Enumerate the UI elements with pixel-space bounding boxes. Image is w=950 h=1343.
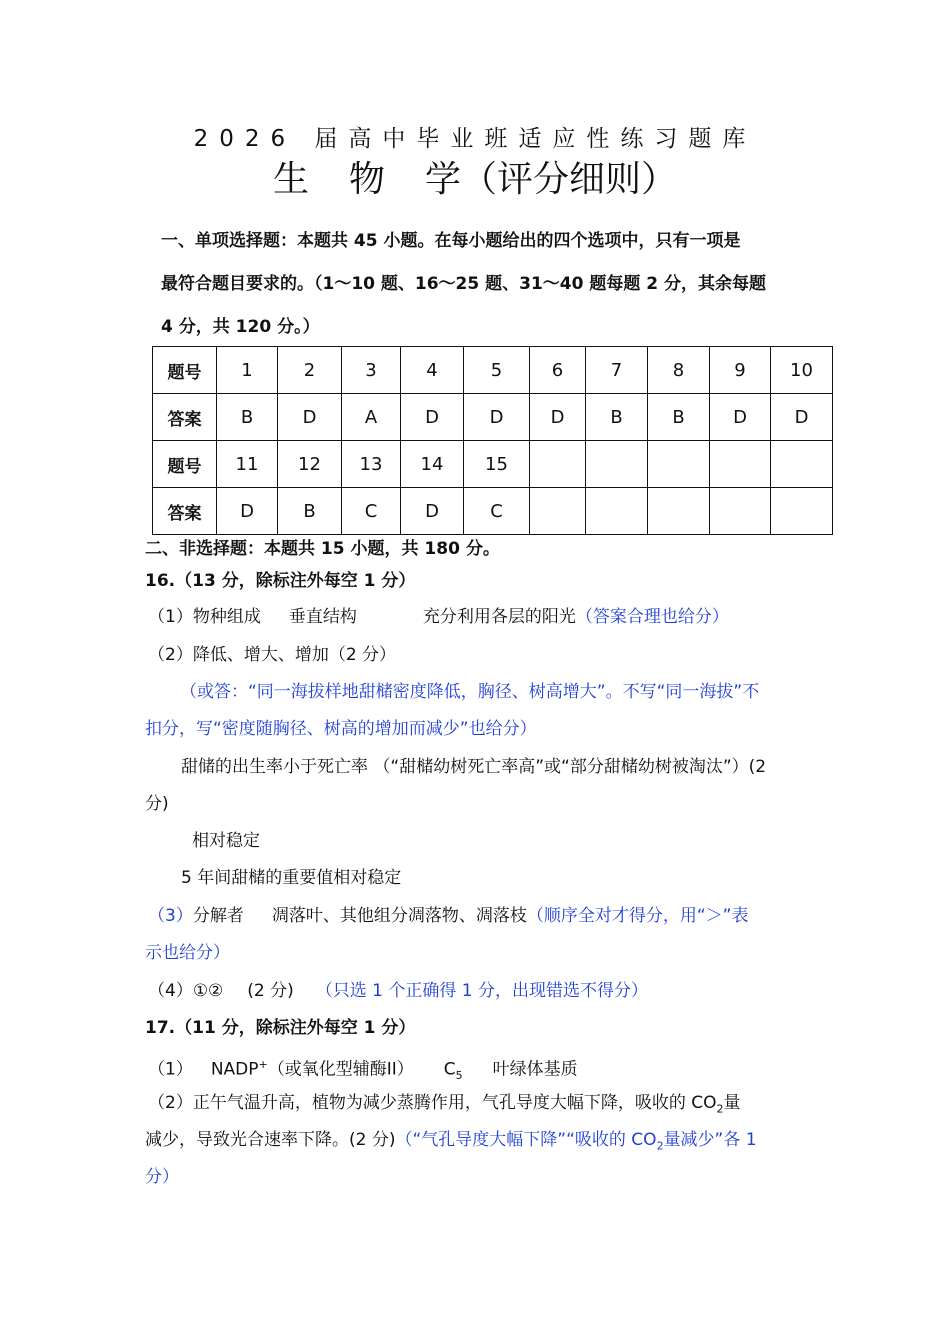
q17-part2-line2: [145, 1128, 757, 1158]
q16-part2-note-line1: （或答：“同一海拔样地甜槠密度降低，胸径、树高增大”。不写“同一海拔”不: [180, 682, 760, 702]
question-number-cell: 13: [342, 441, 401, 488]
q16-part3: [148, 904, 748, 928]
q16-part4-score: (2 分): [247, 981, 294, 1001]
q16-part3-answer-a: 分解者: [192, 906, 244, 926]
question-number-cell: [710, 441, 771, 488]
answer-cell: D: [401, 488, 464, 535]
answer-table: [152, 346, 833, 535]
question-number-cell: [586, 441, 648, 488]
q17-part1-c5: C: [443, 1059, 456, 1080]
q17-part2-note-sub: 2: [656, 1139, 664, 1153]
table-row-question-numbers: [153, 347, 833, 394]
row-header-answer: 答案: [153, 394, 217, 441]
question-number-cell: 3: [342, 347, 401, 394]
section1-instruction-line2: 最符合题目要求的。（1～10 题、16～25 题、31～40 题每题 2 分，其余每题: [161, 274, 767, 294]
question-number-cell: 4: [401, 347, 464, 394]
q17-part1-answer-d: 叶绿体基质: [492, 1059, 578, 1080]
q16-part1: [148, 605, 729, 629]
q17-part2-line2-text: 减少，导致光合速率下降。(2 分): [145, 1130, 396, 1150]
answer-cell: B: [217, 394, 278, 441]
q17-part2-line3: 分）: [145, 1167, 179, 1187]
answer-cell: D: [217, 488, 278, 535]
answer-cell: A: [342, 394, 401, 441]
subject-title: [0, 158, 950, 202]
question-number-cell: 1: [217, 347, 278, 394]
q17-part1: [148, 1053, 578, 1088]
answer-cell: D: [464, 394, 530, 441]
question-number-cell: 6: [530, 347, 586, 394]
section2-heading: 二、非选择题：本题共 15 小题，共 180 分。: [145, 539, 500, 559]
q16-title: 16.（13 分，除标注外每空 1 分）: [145, 571, 416, 591]
q17-part1-c5-sub: 5: [455, 1069, 463, 1083]
q17-part1-nadp-note: （或氧化型辅酶II）: [267, 1059, 414, 1080]
q16-part3-label: （3）: [148, 906, 193, 926]
subject-char-1: 生: [272, 159, 309, 200]
q16-part2-note-line2: 扣分，写“密度随胸径、树高的增加而减少”也给分）: [145, 719, 537, 739]
subject-char-2: 物: [348, 159, 385, 200]
question-number-cell: 5: [464, 347, 530, 394]
q17-part2-line1: [148, 1091, 740, 1121]
answer-cell: D: [278, 394, 342, 441]
question-number-cell: [648, 441, 710, 488]
answer-cell: [771, 488, 833, 535]
answer-cell: C: [464, 488, 530, 535]
question-number-cell: 12: [278, 441, 342, 488]
q16-part4-note: （只选 1 个正确得 1 分，出现错选不得分）: [315, 981, 649, 1001]
answer-cell: [648, 488, 710, 535]
row-header-question: 题号: [153, 347, 217, 394]
q17-part1-nadp-sup: +: [258, 1058, 268, 1071]
question-number-cell: 11: [217, 441, 278, 488]
question-number-cell: 10: [771, 347, 833, 394]
q17-part2-note-b: 量减少”各 1: [663, 1130, 757, 1150]
q16-part1-answer-b: 垂直结构: [288, 607, 357, 627]
q16-part3-note-line1: （顺序全对才得分，用“＞”表: [526, 906, 749, 926]
q16-part4-answer: （4）①②: [148, 981, 224, 1001]
table-row-answers: [153, 394, 833, 441]
q16-part3-note-line2: 示也给分）: [145, 943, 230, 963]
q16-part3-answer-b: 凋落叶、其他组分凋落物、凋落枝: [271, 906, 527, 926]
q17-part2-line1-end: 量: [723, 1093, 741, 1113]
question-number-cell: 2: [278, 347, 342, 394]
q16-part2-answer: （2）降低、增大、增加（2 分）: [148, 645, 397, 665]
q17-part1-label: （1）: [148, 1059, 193, 1080]
answer-cell: [530, 488, 586, 535]
answer-cell: B: [586, 394, 648, 441]
subject-suffix: （评分细则）: [461, 159, 678, 200]
answer-cell: D: [401, 394, 464, 441]
q16-part2-answer-b-line1: 甜储的出生率小于死亡率 （“甜槠幼树死亡率高”或“部分甜槠幼树被淘汰”）(2: [181, 757, 767, 777]
q16-part2-answer-b-line2: 分): [145, 794, 169, 814]
answer-cell: B: [278, 488, 342, 535]
question-number-cell: 15: [464, 441, 530, 488]
table-row-question-numbers: [153, 441, 833, 488]
answer-cell: [710, 488, 771, 535]
q16-part1-answer-c: 充分利用各层的阳光: [422, 607, 576, 627]
q17-part2-note-a: （“气孔导度大幅下降”“吸收的 CO: [395, 1130, 657, 1150]
answer-cell: D: [530, 394, 586, 441]
q16-part1-note: （答案合理也给分）: [575, 607, 729, 627]
q16-part4: [148, 979, 648, 1003]
answer-cell: D: [771, 394, 833, 441]
answer-cell: [586, 488, 648, 535]
question-number-cell: [771, 441, 833, 488]
q16-part1-answer-a: （1）物种组成: [148, 607, 261, 627]
q17-part2-co2-sub: 2: [716, 1102, 724, 1116]
answer-cell: C: [342, 488, 401, 535]
row-header-answer: 答案: [153, 488, 217, 535]
answer-cell: B: [648, 394, 710, 441]
answer-cell: D: [710, 394, 771, 441]
q17-part1-nadp: NADP: [210, 1059, 259, 1080]
exam-series-title: 2026 届高中毕业班适应性练习题库: [193, 126, 757, 152]
question-number-cell: [530, 441, 586, 488]
section1-instruction-line3: 4 分，共 120 分。）: [161, 317, 320, 337]
section1-instruction-line1: 一、单项选择题：本题共 45 小题。在每小题给出的四个选项中，只有一项是: [161, 231, 741, 251]
q16-part2-answer-c: 相对稳定: [192, 831, 260, 851]
question-number-cell: 9: [710, 347, 771, 394]
q17-title: 17.（11 分，除标注外每空 1 分）: [145, 1018, 416, 1038]
question-number-cell: 8: [648, 347, 710, 394]
question-number-cell: 7: [586, 347, 648, 394]
q16-part2-answer-d: 5 年间甜槠的重要值相对稳定: [181, 868, 402, 888]
row-header-question: 题号: [153, 441, 217, 488]
question-number-cell: 14: [401, 441, 464, 488]
subject-char-3: 学: [425, 159, 462, 200]
table-row-answers: [153, 488, 833, 535]
q17-part2-line1-text: （2）正午气温升高，植物为减少蒸腾作用，气孔导度大幅下降，吸收的 CO: [148, 1093, 717, 1113]
